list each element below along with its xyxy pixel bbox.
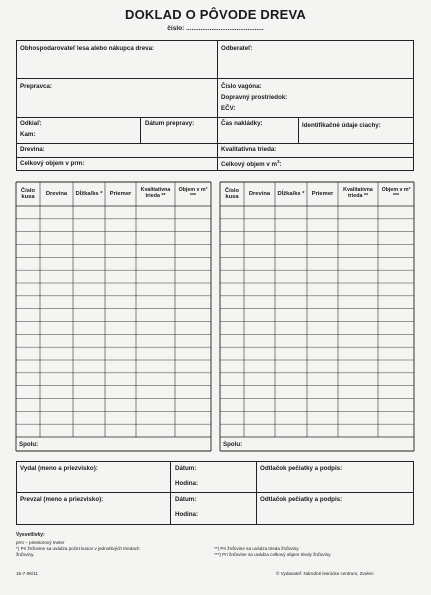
destination-field[interactable]: Kam: (20, 131, 36, 138)
loading-time-field[interactable]: Čas nakládky: (221, 120, 263, 127)
note-1-continued: žrďoviny. (16, 552, 35, 557)
table-2-header-piece: Číslo kusa (224, 187, 240, 200)
origin-field[interactable]: Odkiaľ: (20, 120, 42, 127)
table-2-header-volume: Objem v m³ *** (381, 187, 411, 199)
total-volume-prm-field[interactable]: Celkový objem v prm: (20, 160, 85, 167)
wagon-number-field[interactable]: Číslo vagóna: (221, 83, 262, 90)
table-2-header-wood: Drevina (248, 190, 271, 197)
carrier-field[interactable]: Prepravca: (20, 83, 52, 90)
note-prm: prm – priestorový meter (16, 540, 65, 545)
note-1: *) Pri žrďovine sa uvádza počet kusov v jednotlivých triedach (16, 546, 140, 551)
taken-stamp-field[interactable]: Odtlačok pečiatky a podpis: (260, 496, 343, 503)
wood-species-field[interactable]: Drevina: (20, 146, 45, 153)
note-2: **) Pri žrďovine sa uvádza trieda žrďoviny. (214, 546, 300, 551)
document-title: DOKLAD O PÔVODE DREVA (125, 7, 306, 22)
sent-by-field[interactable]: Vydal (meno a priezvisko): (20, 465, 98, 472)
table-1-header-quality: Kvalitatívna trieda ** (140, 187, 171, 199)
table-1-header-length: Dĺžka/ks * (75, 190, 103, 197)
buyer-field[interactable]: Odberateľ: (221, 45, 253, 52)
document-number-field[interactable]: číslo: ........................................... (167, 25, 264, 32)
taken-by-field[interactable]: Prevzal (meno a priezvisko): (20, 496, 104, 503)
sent-hour-field[interactable]: Hodina: (175, 480, 199, 487)
table-2-header-length: Dĺžka/ks * (277, 190, 305, 197)
ecv-field[interactable]: EČV: (221, 105, 236, 112)
table-2-header-diameter: Priemer (311, 190, 334, 197)
transport-date-field[interactable]: Dátum prepravy: (145, 120, 195, 127)
table-1-header-diameter: Priemer (109, 190, 132, 197)
taken-hour-field[interactable]: Hodina: (175, 511, 199, 518)
sent-stamp-field[interactable]: Odtlačok pečiatky a podpis: (260, 465, 343, 472)
table-1-header-volume: Objem v m³ *** (178, 187, 208, 199)
table-1-header-wood: Drevina (45, 190, 68, 197)
explanations-heading: Vysvetlivky: (16, 532, 45, 538)
quality-class-field[interactable]: Kvalitatívna trieda: (221, 146, 277, 153)
taken-date-field[interactable]: Dátum: (175, 496, 197, 503)
sent-date-field[interactable]: Dátum: (175, 465, 197, 472)
form-code: 15-7-06/11 (16, 571, 38, 576)
table-1-sum-label: Spolu: (19, 441, 39, 448)
publisher-note: © Vydavateľ: Národné lesnícke centrum, Zvolen (276, 571, 374, 576)
identification-field[interactable]: Identifikačné údaje ciachy: (302, 122, 381, 129)
vehicle-field[interactable]: Dopravný prostriedok: (221, 94, 288, 101)
table-2-header-quality: Kvalitatívna trieda ** (343, 187, 373, 199)
forest-owner-field[interactable]: Obhospodarovateľ lesa alebo nákupca dreva: (20, 45, 155, 52)
table-2-sum-label: Spolu: (223, 441, 243, 448)
total-volume-m3-field[interactable]: Celkový objem v $m^3$: (221, 159, 282, 169)
table-1-header-piece: Číslo kusa (20, 187, 36, 200)
note-3: ***) Pri žrďovine sa uvádza celkový objem triedy žrďoviny. (214, 552, 332, 557)
